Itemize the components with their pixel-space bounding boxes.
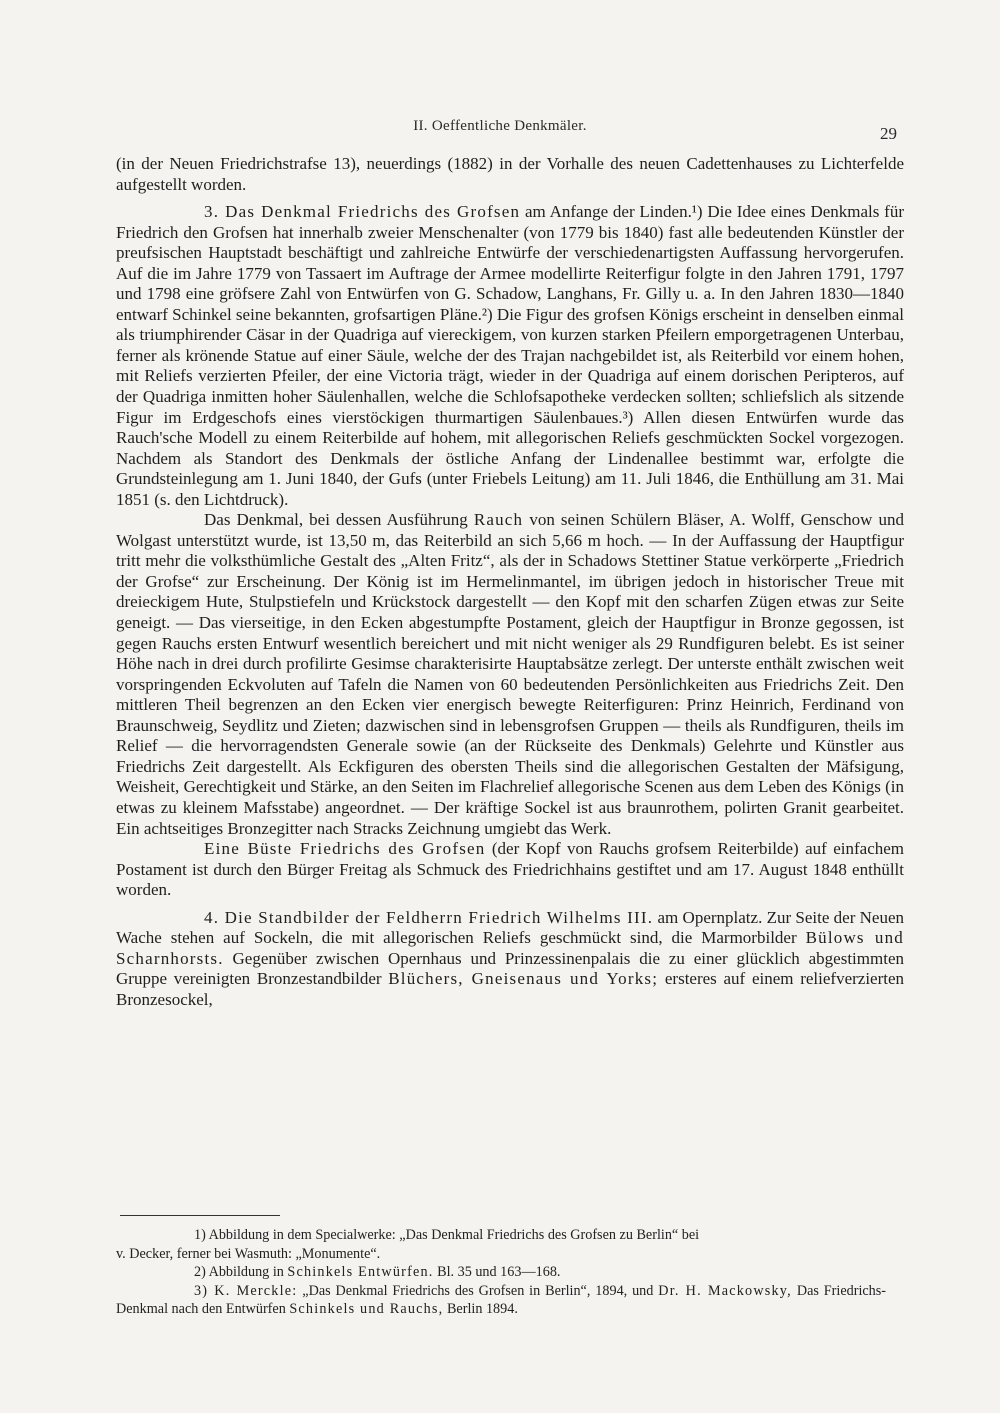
paragraph-denkmal-description: Das Denkmal, bei dessen Ausführung Rauch von seinen Schülern Bläser, A. Wolff, Genschow und Wolgast unterstützt wurde, ist 13,50 m, das Reiterbild an sich 5,66 m hoch. — In der Auffassung der Hauptfigur tritt mehr die volksthümliche Gestalt des „Alten Fritz“, als der in Schadows Stettiner Statue verkörperte „Friedrich der Grofse“ zur Erscheinung. Der König ist im Hermelinmantel, im übrigen jedoch in historischer Treue mit dreieckigem Hute, Stulpstiefeln und Krückstock dargestellt — den Kopf mit den scharfen Zügen etwas zur Seite geneigt. — Das vierseitige, in den Ecken abgestumpfte Postament, gleich der Hauptfigur in Bronze gegossen, ist gegen Rauchs ersten Entwurf wesentlich bereichert und mit nicht weniger als 29 Rundfiguren belebt. Es ist seiner Höhe nach in drei durch profilirte Gesimse charakterisirte Hauptabsätze zerlegt. Der unterste enthält zwischen weit vorspringenden Eckvoluten auf Tafeln die Namen von 60 bedeutenden Persönlichkeiten aus Friedrichs Zeit. Den mittleren Theil begrenzen an den Ecken vier energisch bewegte Reiterfiguren: Prinz Heinrich, Ferdinand von Braunschweig, Seydlitz und Zieten; dazwischen sind in lebensgrofsen Gruppen — theils als Rundfiguren, theils im Relief — die hervorragendsten Generale sowie (an der Rückseite des Denkmals) Gelehrte und Künstler aus Friedrichs Zeit dargestellt. Als Eckfiguren des obersten Theils sind die allegorischen Gestalten der Mäfsigung, Weisheit, Gerechtigkeit und Stärke, an den Seiten im Flachrelief allegorische Scenen aus dem Leben des Königs (in etwas zu kleinem Mafsstabe) angeordnet. — Der kräftige Sockel ist aus braunrothem, polirten Granit gearbeitet. Ein achtseitiges Bronzegitter nach Stracks Zeichnung umgiebt das Werk.: [116, 510, 905, 838]
footnotes: [116, 1226, 886, 1319]
footnote-2: 2) Abbildung in Schinkels Entwürfen. Bl. 35 und 163—168.: [194, 1264, 561, 1280]
paragraph-bueste: Eine Büste Friedrichs des Grofsen (der Kopf von Rauchs grofsem Reiterbilde) auf einfachem Postament ist durch den Bürger Freitag als Schmuck des Friedrichhains gestiftet und am 17. August 1848 enthüllt worden.: [116, 839, 905, 900]
person-names: Blüchers, Gneisenaus und Yorks;: [388, 969, 659, 989]
footnote-divider: [120, 1215, 280, 1216]
running-head: II. Oeffentliche Denkmäler.: [413, 118, 587, 134]
page-number: 29: [880, 124, 897, 143]
paragraph-continuation: (in der Neuen Friedrichstrafse 13), neuerdings (1882) in der Vorhalle des neuen Cadettenhauses zu Lichterfelde aufgestellt worden.: [116, 154, 904, 194]
section-heading: 3. Das Denkmal Friedrichs des Grofsen: [204, 202, 521, 222]
section-heading: Eine Büste Friedrichs des Grofsen: [204, 839, 486, 859]
footnote-3: 3) K. Merckle: „Das Denkmal Friedrichs des Grofsen in Berlin“, 1894, und Dr. H. Mackowsky, Das Friedrichs-Denkmal nach den Entwürfen Schinkels und Rauchs, Berlin 1894.: [116, 1282, 887, 1317]
footnote-1: 1) Abbildung in dem Specialwerke: „Das Denkmal Friedrichs des Grofsen zu Berlin“ bei: [194, 1227, 700, 1243]
artist-name: Rauch: [473, 510, 524, 530]
body-text: [116, 154, 904, 1010]
footnote-1-continuation: v. Decker, ferner bei Wasmuth: „Monumente“.: [116, 1245, 381, 1262]
paragraph-standbilder: 4. Die Standbilder der Feldherrn Friedrich Wilhelms III. am Opernplatz. Zur Seite der Neuen Wache stehen auf Sockeln, die mit allegorischen Reliefs geschmückt sind, die Marmorbilder Bülows und Scharnhorsts. Gegenüber zwischen Opernhaus und Prinzessinenpalais die zu einer glücklich abgestimmten Gruppe vereinigten Bronzestandbilder Blüchers, Gneisenaus und Yorks; ersteres auf einem reliefverzierten Bronzesockel,: [116, 907, 905, 1009]
person-names: Bülows und Scharnhorsts.: [116, 928, 905, 968]
section-heading: 4. Die Standbilder der Feldherrn Friedrich Wilhelms III.: [204, 907, 654, 927]
paragraph-friedrich-denkmal: 3. Das Denkmal Friedrichs des Grofsen am Anfange der Linden.¹) Die Idee eines Denkmals für Friedrich den Grofsen hat innerhalb zweier Menschenalter (von 1779 bis 1840) fast alle bedeutenden Künstler der preufsischen Hauptstadt beschäftigt und zahlreiche Entwürfe der verschiedenartigsten Auffassung hervorgerufen. Auf die im Jahre 1779 von Tassaert im Auftrage der Armee modellirte Reiterfigur folgte in den Jahren 1791, 1797 und 1798 eine gröfsere Zahl von Entwürfen von G. Schadow, Langhans, Fr. Gilly u. a. In den Jahren 1830—1840 entwarf Schinkel seine bekannten, grofsartigen Pläne.²) Die Figur des grofsen Königs erscheint in denselben einmal als triumphirender Cäsar in der Quadriga auf viereckigem, von kurzen starken Pfeilern emporgetragenen Unterbau, ferner als krönende Statue auf einer Säule, welche der des Trajan nachgebildet ist, als Reiterbild vor einem hohen, mit Reliefs verzierten Pfeiler, der eine Victoria trägt, wieder in der Quadriga auf einem dorischen Peripteros, auf der Quadriga inmitten hoher Säulenhallen, welche die Schlofsapotheke verdecken sollten; schliefslich als sitzende Figur im Erdgeschofs eines vierstöckigen thurmartigen Säulenbaues.³) Allen diesen Entwürfen wurde das Rauch'sche Modell zu einem Reiterbilde auf hohem, mit allegorischen Reliefs geschmückten Sockel vorgezogen. Nachdem als Standort des Denkmals der östliche Anfang der Lindenallee bestimmt war, erfolgte die Grundsteinlegung am 1. Juni 1840, der Gufs (unter Friebels Leitung) am 11. Juli 1846, die Enthüllung am 31. Mai 1851 (s. den Lichtdruck).: [116, 202, 904, 509]
